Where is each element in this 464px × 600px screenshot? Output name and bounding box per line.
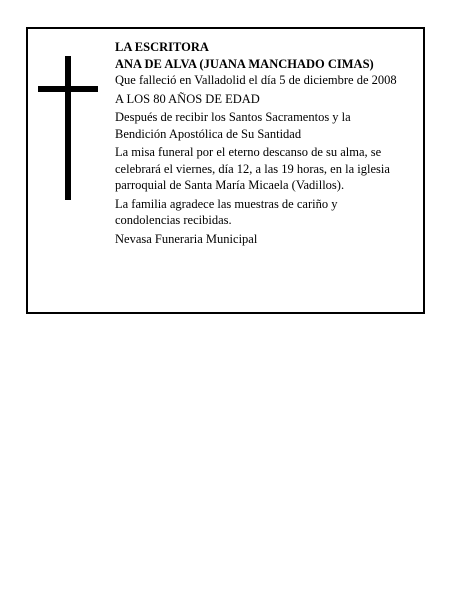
obituary-notice — [26, 27, 425, 314]
deceased-name: ANA DE ALVA (JUANA MANCHADO CIMAS) — [115, 56, 374, 71]
sacraments-info: Después de recibir los Santos Sacramentos y la Bendición Apostólica de Su Santidad — [115, 110, 351, 141]
cross-vertical-bar — [65, 56, 71, 200]
cross-horizontal-bar — [38, 86, 98, 92]
notice-title: LA ESCRITORA — [115, 40, 209, 54]
age-info: A LOS 80 AÑOS DE EDAD — [115, 91, 260, 106]
funeral-home: Nevasa Funeraria Municipal — [115, 231, 258, 246]
notice-text-block — [115, 39, 405, 247]
cross-icon — [38, 56, 98, 200]
family-thanks: La familia agradece las muestras de cariño y condolencias recibidas. — [115, 196, 338, 227]
mass-info: La misa funeral por el eterno descanso de su alma, se celebrará el viernes, día 12, a las 19 horas, en la iglesia parroquial de Santa María Micaela (Vadillos). — [115, 145, 390, 192]
death-info: Que falleció en Valladolid el día 5 de diciembre de 2008 — [115, 73, 397, 87]
